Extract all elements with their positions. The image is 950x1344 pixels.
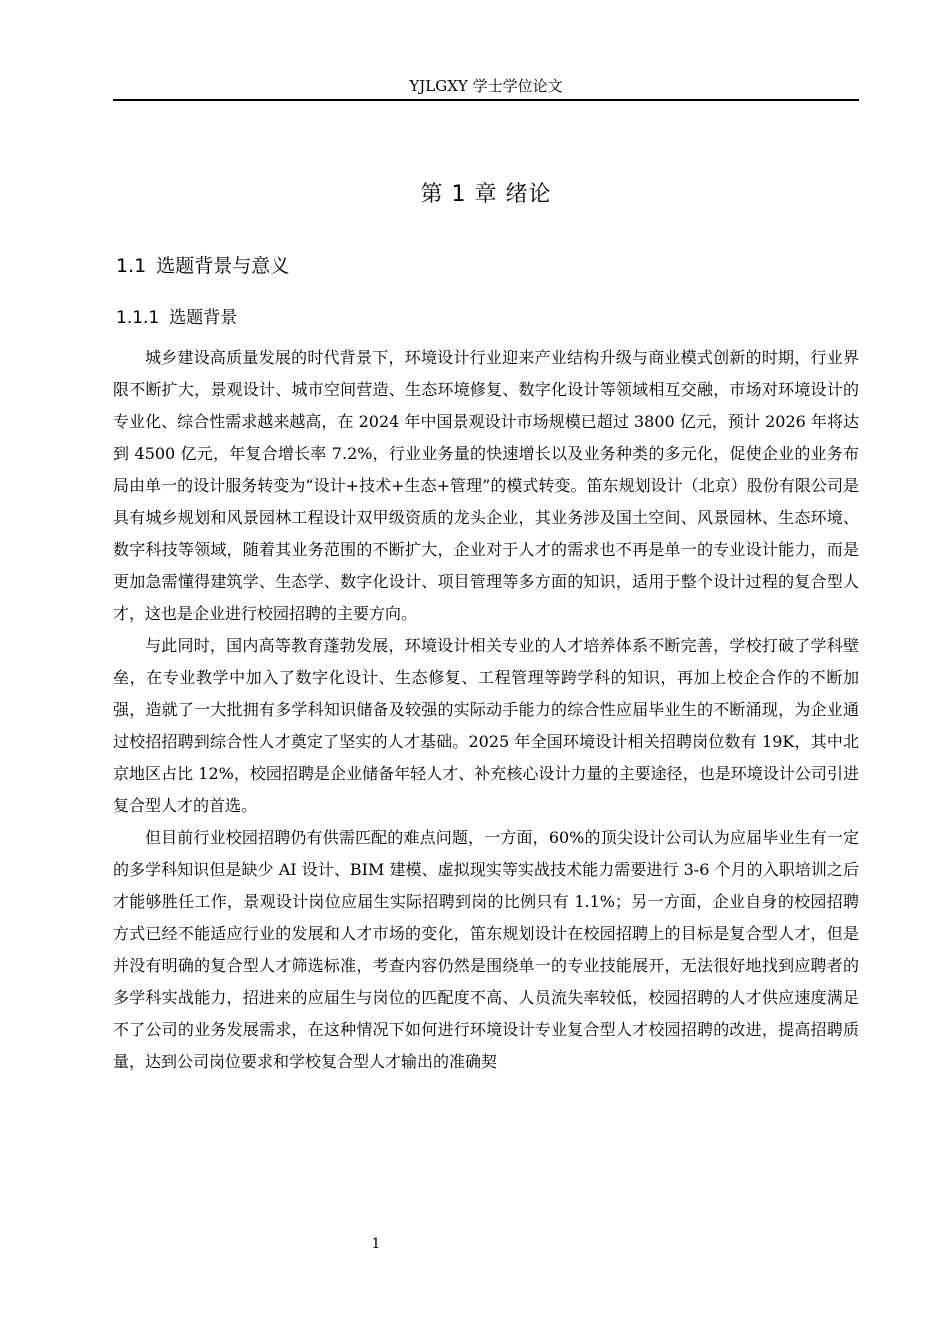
paragraph: 但目前行业校园招聘仍有供需匹配的难点问题，一方面，60%的顶尖设计公司认为应届毕业生有一定的多学科知识但是缺少 AI 设计、BIM 建模、虚拟现实等实战技术能力需要进行 3-6 个月的入职培训之后才能够胜任工作，景观设计岗位应届生实际招聘到岗的比例只有 1.1%；另一方面，企业自身的校园招聘方式已经不能适应行业的发展和人才市场的变化，笛东规划设计在校园招聘上的目标是复合型人才，但是并没有明确的复合型人才筛选标准，考查内容仍然是围绕单一的专业技能展开，无法很好地找到应聘者的多学科实战能力，招进来的应届生与岗位的匹配度不高、人员流失率较低，校园招聘的人才供应速度满足不了公司的业务发展需求，在这种情况下如何进行环境设计专业复合型人才校园招聘的改进，提高招聘质量，达到公司岗位要求和学校复合型人才输出的准确契 <box>113 828 859 1071</box>
section-number: 1.1 <box>116 255 147 277</box>
chapter-title: 第 1 章 绪论 <box>420 182 552 207</box>
header-rule <box>113 99 859 101</box>
running-header: YJLGXY 学士学位论文 <box>409 77 563 95</box>
subsection-heading <box>116 305 237 331</box>
section-heading <box>116 252 289 280</box>
subsection-title: 选题背景 <box>169 308 238 328</box>
section-title: 选题背景与意义 <box>156 255 290 277</box>
paragraph: 与此同时，国内高等教育蓬勃发展，环境设计相关专业的人才培养体系不断完善，学校打破了学科壁垒，在专业教学中加入了数字化设计、生态修复、工程管理等跨学科的知识，再加上校企合作的不断加强，造就了一大批拥有多学科知识储备及较强的实际动手能力的综合性应届毕业生的不断涌现，为企业通过校招招聘到综合性人才奠定了坚实的人才基础。2025 年全国环境设计相关招聘岗位数有 19K，其中北京地区占比 12%，校园招聘是企业储备年轻人才、补充核心设计力量的主要途径，也是环境设计公司引进复合型人才的首选。 <box>113 636 859 815</box>
page-number: 1 <box>371 1236 381 1252</box>
paragraph: 城乡建设高质量发展的时代背景下，环境设计行业迎来产业结构升级与商业模式创新的时期，行业界限不断扩大，景观设计、城市空间营造、生态环境修复、数字化设计等领域相互交融，市场对环境设计的专业化、综合性需求越来越高，在 2024 年中国景观设计市场规模已超过 3800 亿元，预计 2026 年将达到 4500 亿元，年复合增长率 7.2%，行业业务量的快速增长以及业务种类的多元化，促使企业的业务布局由单一的设计服务转变为“设计+技术+生态+管理”的模式转变。笛东规划设计（北京）股份有限公司是具有城乡规划和风景园林工程设计双甲级资质的龙头企业，其业务涉及国土空间、风景园林、生态环境、数字科技等领域，随着其业务范围的不断扩大，企业对于人才的需求也不再是单一的专业设计能力，而是更加急需懂得建筑学、生态学、数字化设计、项目管理等多方面的知识，适用于整个设计过程的复合型人才，这也是企业进行校园招聘的主要方向。 <box>113 348 859 623</box>
body-text <box>113 342 859 1078</box>
subsection-number: 1.1.1 <box>116 308 160 328</box>
